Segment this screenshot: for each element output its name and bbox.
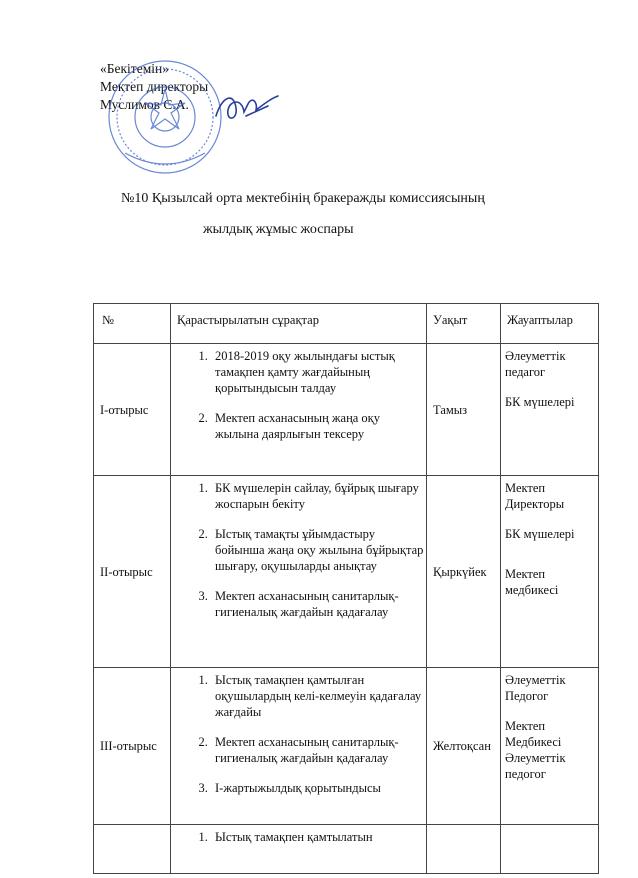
responsible-cell — [501, 668, 599, 825]
approval-block — [100, 60, 208, 114]
responsible-cell — [501, 476, 599, 668]
approval-position: Мектеп директоры — [100, 79, 209, 94]
table-row — [94, 668, 599, 825]
question-item: 1. 2018-2019 оқу жылындағы ыстық тамақпен қамту жағдайының қорытындысын талдау — [211, 348, 424, 396]
responsible-item: Мектеп медбикесі — [505, 567, 559, 597]
questions-cell — [171, 344, 427, 476]
time-cell: Желтоқсан — [427, 668, 501, 825]
responsible-cell — [501, 825, 599, 874]
question-item: 1. Ыстық тамақпен қамтылған оқушылардың келі-келмеуін қадағалау жағдайы — [211, 672, 424, 720]
responsible-item: Мектеп Медбикесі Әлеуметтік педогог — [505, 719, 566, 781]
question-item: 3. І-жартыжылдық қорытындысы — [211, 780, 424, 796]
approval-label: «Бекітемін» — [100, 61, 169, 76]
header-time: Уақыт — [427, 304, 501, 344]
table-header-row — [94, 304, 599, 344]
session-cell: III-отырыс — [94, 668, 171, 825]
responsible-item: Әлеуметтік педагог — [505, 349, 572, 379]
question-item: 2. Ыстық тамақты ұйымдастыру бойынша жаңа оқу жылына бұйрықтар шығару, оқушыларды анықтау — [211, 526, 424, 574]
questions-cell — [171, 668, 427, 825]
questions-cell — [171, 825, 427, 874]
header-number: № — [94, 304, 171, 344]
responsible-item: Мектеп Директоры — [505, 481, 565, 511]
header-responsible: Жауаптылар — [501, 304, 599, 344]
table-row — [94, 825, 599, 874]
document-title-line2: жылдық жұмыс жоспары — [203, 222, 354, 237]
question-item: 2. Мектеп асханасының санитарлық-гигиеналық жағдайын қадағалау — [211, 734, 424, 766]
question-item: 3. Мектеп асханасының санитарлық-гигиеналық жағдайын қадағалау — [211, 588, 424, 620]
responsible-item: Әлеуметтік Педогог — [505, 673, 566, 703]
question-item: 2. Мектеп асханасының жаңа оқу жылына даярлығын тексеру — [211, 410, 424, 442]
session-cell: I-отырыс — [94, 344, 171, 476]
director-signature — [212, 86, 282, 128]
session-cell — [94, 825, 171, 874]
time-cell: Қыркүйек — [427, 476, 501, 668]
table-row — [94, 344, 599, 476]
document-title-line1: №10 Қызылсай орта мектебінің бракеражды комиссиясының — [121, 191, 485, 206]
time-cell: Тамыз — [427, 344, 501, 476]
responsible-item: БК мүшелері — [505, 527, 575, 541]
header-questions: Қарастырылатын сұрақтар — [171, 304, 427, 344]
responsible-item: БК мүшелері — [505, 395, 575, 409]
table-row — [94, 476, 599, 668]
session-cell: II-отырыс — [94, 476, 171, 668]
question-item: 1. Ыстық тамақпен қамтылатын — [211, 829, 424, 845]
time-cell — [427, 825, 501, 874]
questions-cell — [171, 476, 427, 668]
question-item: 1. БК мүшелерін сайлау, бұйрық шығару жоспарын бекіту — [211, 480, 424, 512]
responsible-cell — [501, 344, 599, 476]
approval-name: Муслимов С.А. — [100, 97, 189, 112]
work-plan-table — [93, 303, 599, 874]
